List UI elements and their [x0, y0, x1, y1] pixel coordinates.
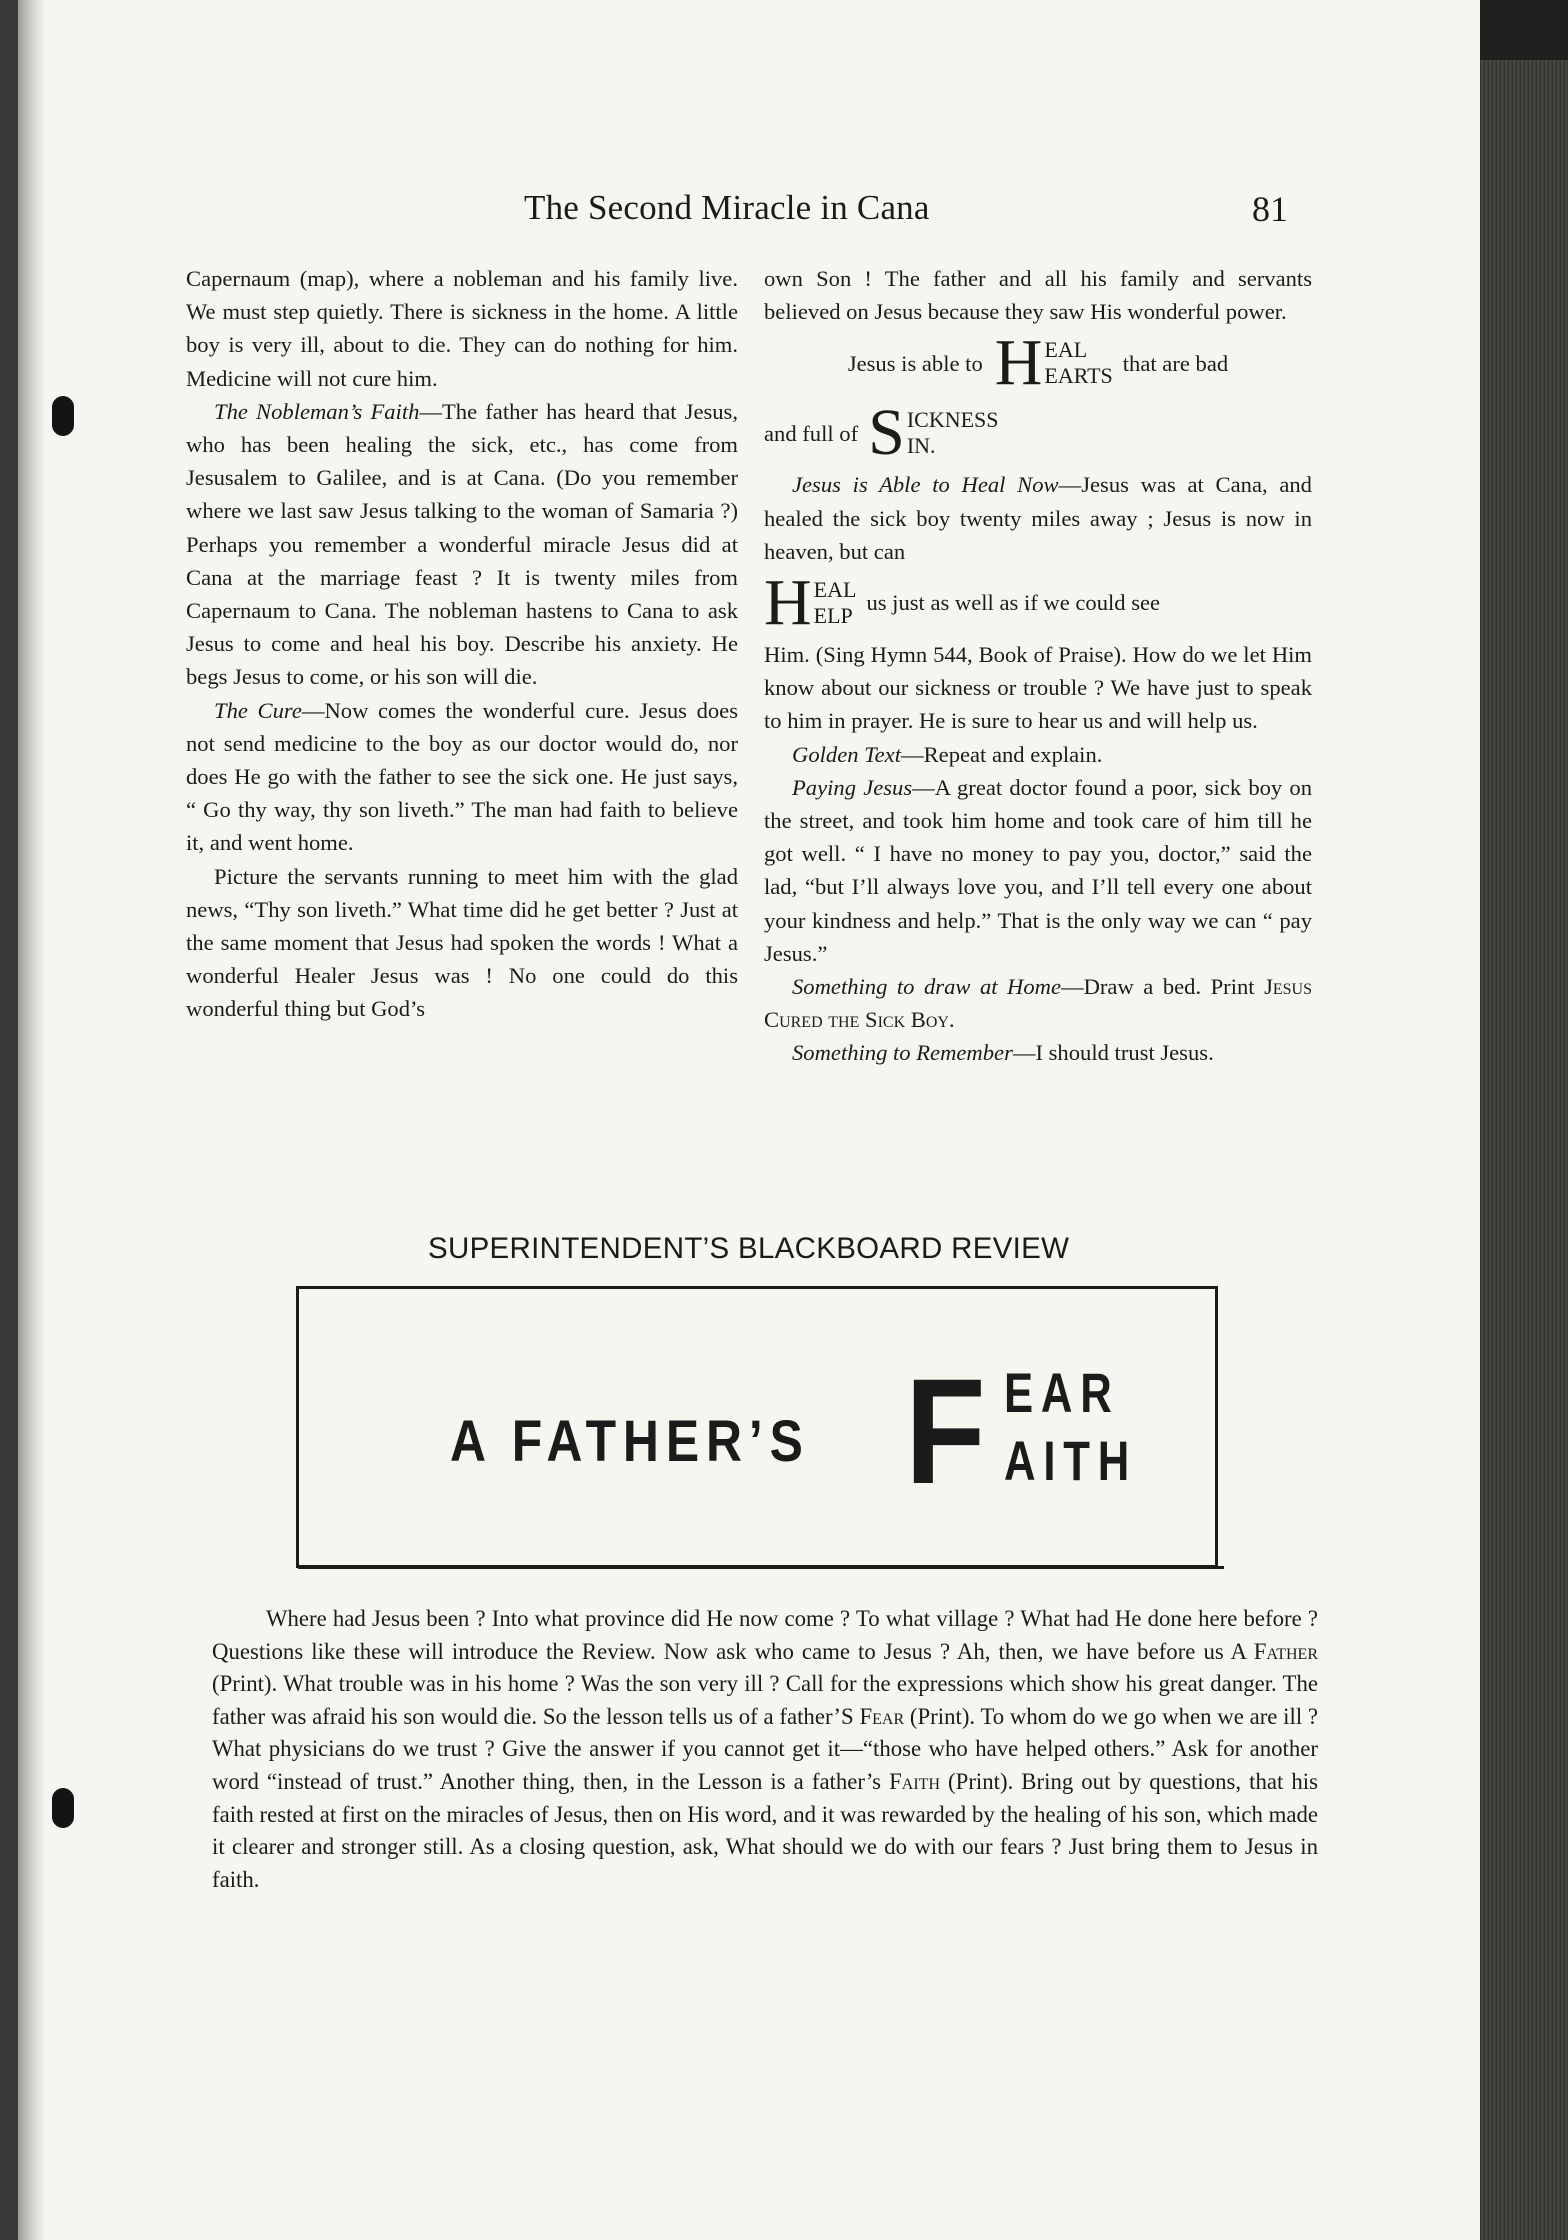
left-column: [186, 262, 738, 1026]
acrostic-initial: S: [868, 396, 905, 470]
running-head: The Second Miracle in Cana: [524, 188, 930, 227]
page-number: 81: [1252, 189, 1288, 229]
book-edge-top: [1480, 0, 1568, 60]
blackboard-title: A FATHER’S: [450, 1409, 810, 1474]
run-in-heading: Something to Remember: [792, 1040, 1013, 1066]
blackboard-initial: F: [905, 1347, 986, 1515]
blackboard-box-shadow: [298, 1566, 1224, 1579]
run-in-heading: Jesus is Able to Heal Now: [792, 472, 1059, 498]
punch-hole-bottom: [52, 1788, 74, 1828]
run-in-heading: The Nobleman’s Faith: [214, 398, 420, 424]
run-in-heading: Something to draw at Home: [792, 974, 1061, 1000]
blackboard-word-fear: EAR: [1004, 1361, 1120, 1424]
blackboard-word-faith: AITH: [1004, 1429, 1138, 1492]
paragraph: Capernaum (map), where a nobleman and his family live. We must step quietly. There is sickness in the home. A little boy is very ill, about to die. They can do nothing for him. Medicine will not cure him.: [186, 266, 738, 391]
print-word: Faith: [889, 1768, 940, 1794]
paragraph: The Cure—Now comes the wonderful cure. Jesus does not send medicine to the boy as our doctor would do, nor does He go with the father to see the sick one. He just says, “ Go thy way, thy son liveth.” The man had faith to believe it, and went home.: [186, 697, 738, 856]
print-word: Fear: [859, 1703, 905, 1729]
run-in-heading: Paying Jesus: [792, 774, 913, 800]
paragraph: Jesus is Able to Heal Now—Jesus was at Cana, and healed the sick boy twenty miles away ; Jesus is now in heaven, but can: [764, 472, 1312, 564]
paragraph: Something to Remember—I should trust Jesus.: [792, 1040, 1214, 1066]
paragraph: Something to draw at Home—Draw a bed. Print Jesus Cured the Sick Boy.: [764, 974, 1312, 1033]
page-gutter: [18, 0, 44, 2240]
blackboard-heading: SUPERINTENDENT’S BLACKBOARD REVIEW: [428, 1232, 1070, 1265]
heal-hearts-acrostic: Jesus is able to H EAL EARTS that are bad: [847, 326, 1229, 400]
paragraph: Paying Jesus—A great doctor found a poor, sick boy on the street, and took him home and took care of him till he got well. “ I have no money to pay you, doctor,” said the lad, “but I’ll always love you, and I’ll tell every one about your kindness and help.” That is the only way we can “ pay Jesus.”: [764, 774, 1312, 966]
acrostic-initial: H: [994, 326, 1043, 400]
print-phrase: Jesus Cured the Sick Boy: [764, 974, 1312, 1033]
paragraph: Him. (Sing Hymn 544, Book of Praise). How do we let Him know about our sickness or trouble ? We have just to speak to him in prayer. He is sure to hear us and will help us.: [764, 642, 1312, 734]
right-column: [764, 262, 1312, 1070]
review-paragraph: Where had Jesus been ? Into what province did He now come ? To what village ? What had He done here before ? Questions like these will introduce the Review. Now ask who came to Jesus ? Ah, then, we have before us A Father (Print). What trouble was in his home ? Was the son very ill ? Call for the expressions which show his great danger. The father was afraid his son would die. So the lesson tells us of a father’S Fear (Print). To whom do we go when we are ill ? What physicians do we trust ? Give the answer if you cannot get it—“those who have helped others.” Ask for another word “instead of trust.” Another thing, then, in the Lesson is a father’s Faith (Print). Bring out by questions, that his faith rested at first on the miracles of Jesus, then on His word, and it was rewarded by the healing of his son, which made it clearer and stronger still. As a closing question, ask, What should we do with our fears ? Just bring them to Jesus in faith.: [212, 1606, 1319, 1892]
heal-help-acrostic: H EAL ELP us just as well as if we could see: [764, 566, 1161, 640]
punch-hole-top: [52, 396, 74, 436]
run-in-heading: The Cure: [214, 697, 302, 723]
paragraph: Golden Text—Repeat and explain.: [792, 741, 1103, 767]
paragraph: own Son ! The father and all his family and servants believed on Jesus because they saw His wonderful power.: [764, 266, 1312, 325]
paragraph: The Nobleman’s Faith—The father has heard that Jesus, who has been healing the sick, etc., has come from Jesusalem to Galilee, and is at Cana. (Do you remember where we last saw Jesus talking to the woman of Samaria ?) Perhaps you remember a wonderful miracle Jesus did at Cana at the marriage feast ? It is twenty miles from Capernaum to Cana. The nobleman hastens to Cana to ask Jesus to come and heal his boy. Describe his anxiety. He begs Jesus to come, or his son will die.: [186, 398, 739, 690]
run-in-heading: Golden Text: [792, 741, 901, 767]
sickness-sin-acrostic: and full of S ICKNESS IN.: [764, 396, 999, 470]
print-word: Father: [1253, 1638, 1318, 1664]
paragraph: Picture the servants running to meet him with the glad news, “Thy son liveth.” What time did he get better ? Just at the same moment that Jesus had spoken the words ! What a wonderful Healer Jesus was ! No one could do this wonderful thing but God’s: [186, 863, 738, 1022]
book-fore-edge: [1480, 60, 1568, 2240]
acrostic-initial: H: [764, 566, 812, 640]
